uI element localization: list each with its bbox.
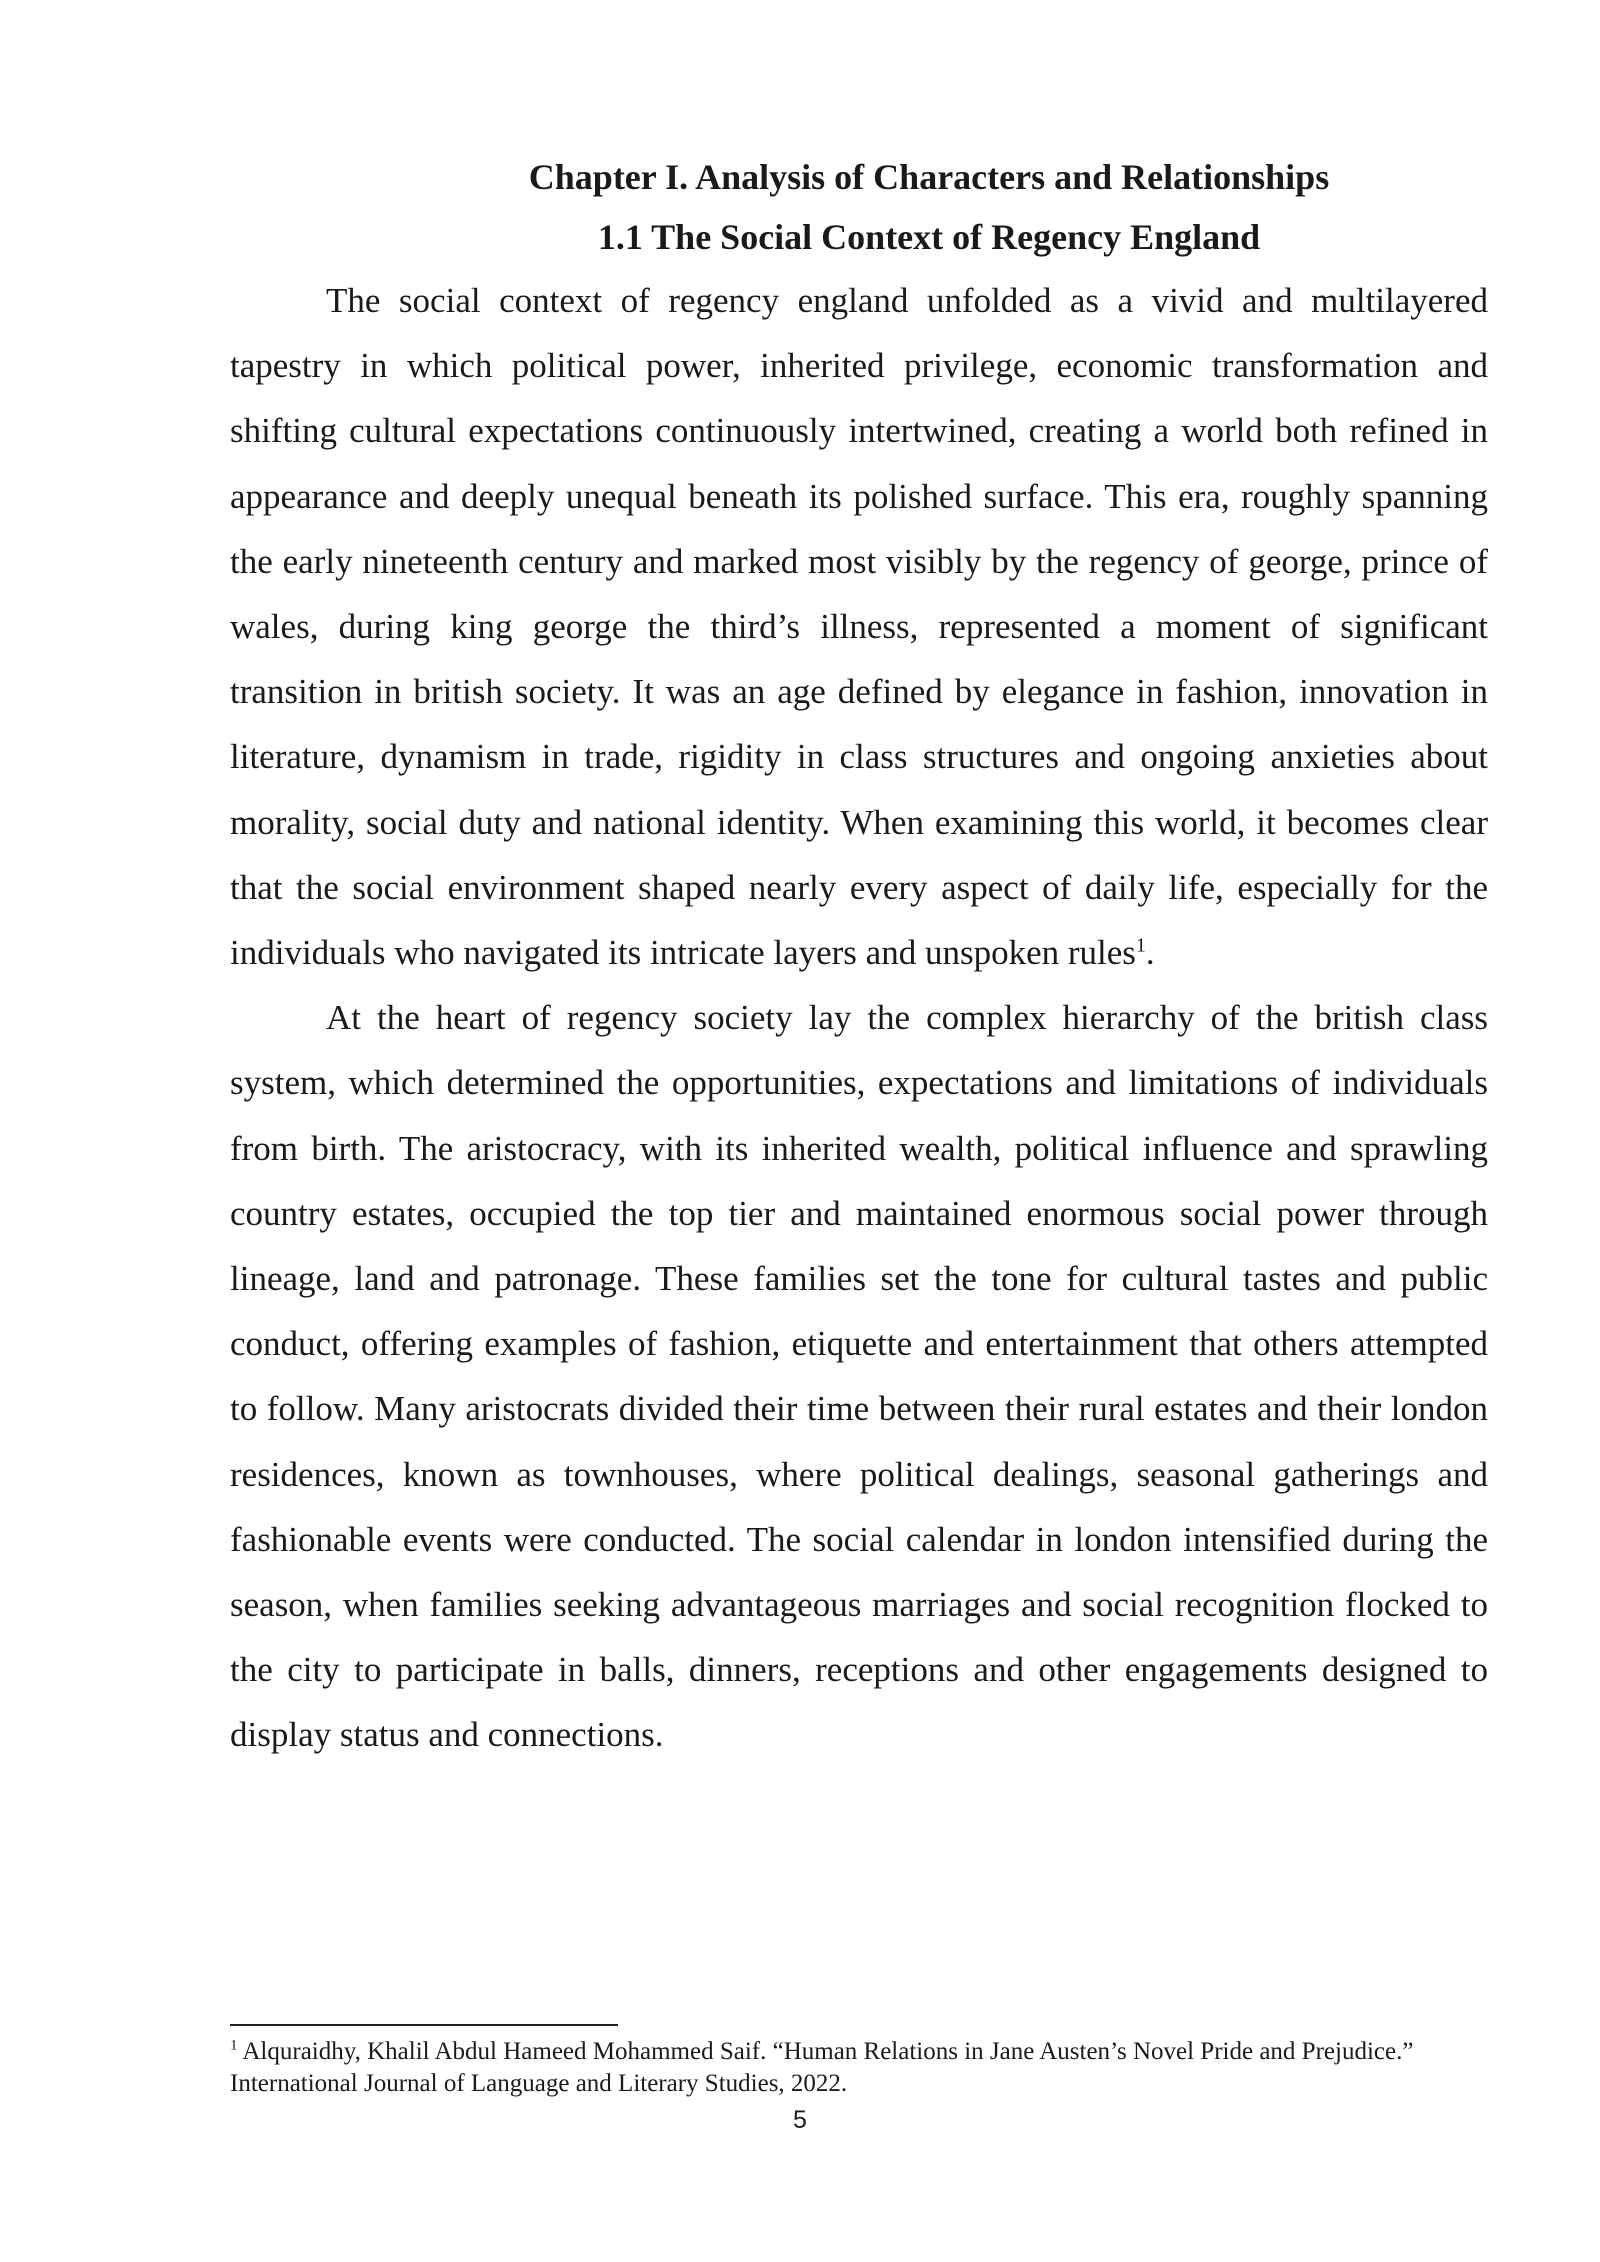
paragraph-1-text: The social context of regency england unfolded as a vivid and multilayered tapestry in which political power, inherited privilege, economic transformation and shifting cultural expectations continuously intertwined, creating a world both refined in appearance and deeply unequal beneath its polished surface. This era, roughly spanning the early nineteenth century and marked most visibly by the regency of george, prince of wales, during king george the third’s illness, represented a moment of significant transition in british society. It was an age defined by elegance in fashion, innovation in literature, dynamism in trade, rigidity in class structures and ongoing anxieties about morality, social duty and national identity. When examining this world, it becomes clear that the social environment shaped nearly every aspect of daily life, especially for the individuals who navigated its intricate layers and unspoken rules xyxy=(230,281,1488,973)
page-number: 5 xyxy=(793,2106,807,2134)
footnote-separator xyxy=(230,2024,618,2026)
chapter-title: Chapter I. Analysis of Characters and Relationships xyxy=(528,157,1330,197)
paragraph-1 xyxy=(230,268,1488,985)
paragraph-1-trailing: . xyxy=(1145,933,1155,973)
paragraph-2-text: At the heart of regency society lay the complex hierarchy of the british class system, which determined the opportunities, expectations and limitations of individuals from birth. The aristocracy, with its inherited wealth, political influence and sprawling country estates, occupied the top tier and maintained enormous social power through lineage, land and patronage. These families set the tone for cultural tastes and public conduct, offering examples of fashion, etiquette and entertainment that others attempted to follow. Many aristocrats divided their time between their rural estates and their london residences, known as townhouses, where political dealings, seasonal gatherings and fashionable events were conducted. The social calendar in london intensified during the season, when families seeking advantageous marriages and social recognition flocked to the city to participate in balls, dinners, receptions and other engagements designed to display status and connections. xyxy=(230,998,1488,1755)
footnote-text: Alquraidhy, Khalil Abdul Hameed Mohammed Saif. “Human Relations in Jane Austen’s Novel Pride and Prejudice.” International Journal of Language and Literary Studies, 2022. xyxy=(230,2038,1414,2097)
footnote-number: 1 xyxy=(230,2037,238,2054)
section-title: 1.1 The Social Context of Regency England xyxy=(597,217,1261,257)
page-body xyxy=(230,148,1488,1768)
footnote xyxy=(230,2036,1488,2100)
paragraph-2 xyxy=(230,985,1488,1767)
footnote-reference: 1 xyxy=(1135,934,1146,957)
